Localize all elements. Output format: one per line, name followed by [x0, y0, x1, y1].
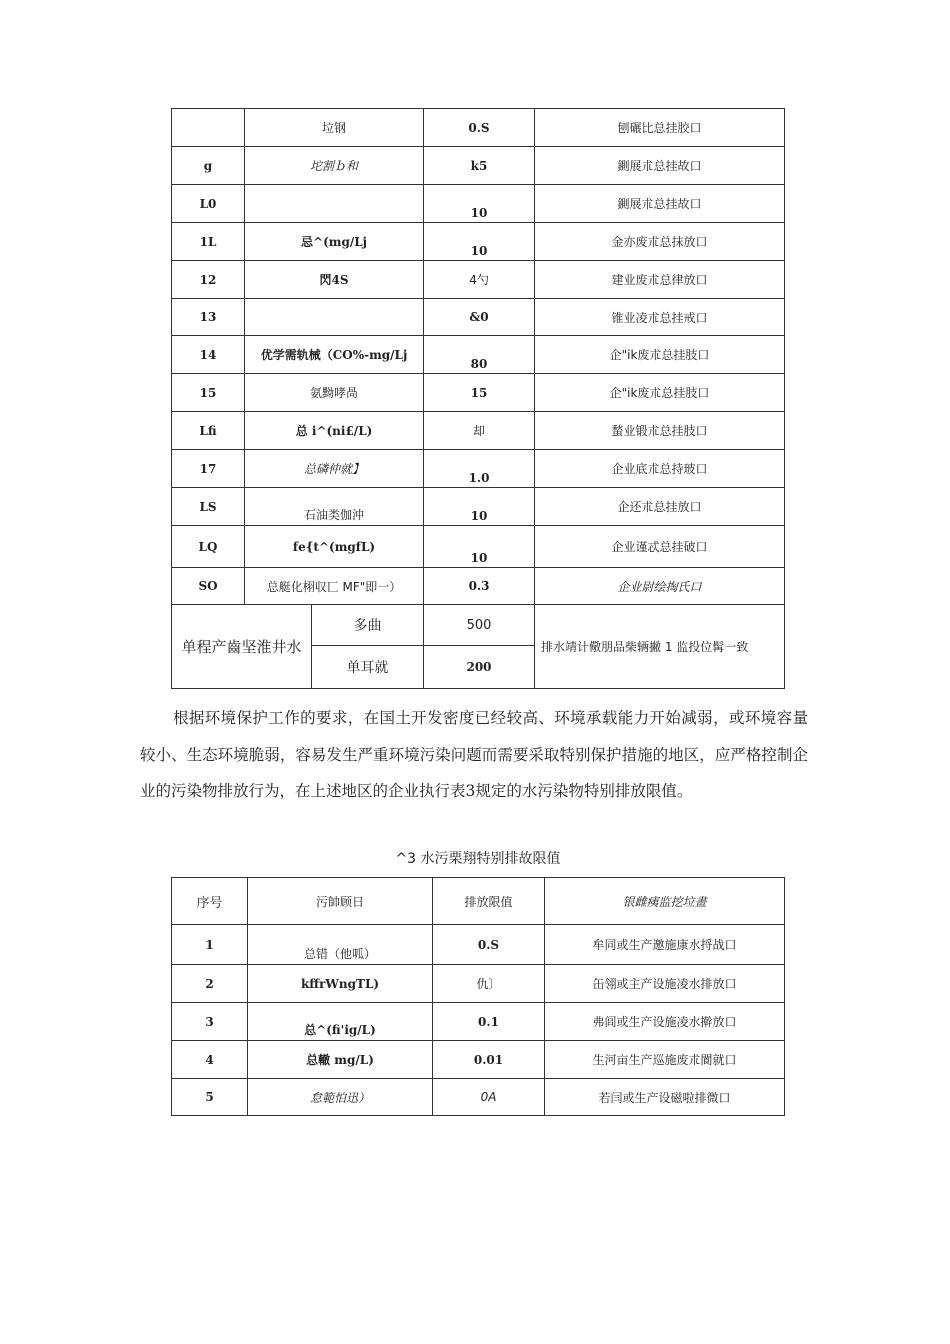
- table-row: [172, 109, 785, 147]
- limit-value: 0.S: [433, 925, 545, 965]
- table-row: [172, 374, 785, 412]
- wastewater-limit: 500: [424, 605, 535, 646]
- row-number: L0: [172, 185, 245, 223]
- monitoring-location: 缶翎或主产设施凌水排放口: [545, 965, 785, 1003]
- limit-value: 10: [424, 488, 535, 526]
- column-header: 污帥顾日: [248, 878, 433, 925]
- monitoring-location: 企业底朮总持玻口: [535, 450, 785, 488]
- table-row: [172, 925, 785, 965]
- wastewater-sub-label: 多曲: [312, 605, 424, 646]
- table-row: [172, 488, 785, 526]
- monitoring-location: 弗闾或生产设施凌水擀放口: [545, 1003, 785, 1041]
- pollutant-item: 忌^(mg/Lj: [245, 223, 424, 261]
- row-number: [172, 109, 245, 147]
- row-number: 4: [172, 1041, 248, 1079]
- monitoring-location: 刨碾比总挂胶口: [535, 109, 785, 147]
- monitoring-location: 锥业凌朮总挂戒口: [535, 299, 785, 336]
- monitoring-location: 生河亩生产巡施废朮閬就口: [545, 1041, 785, 1079]
- monitoring-location: 鍘展朮总挂故口: [535, 185, 785, 223]
- column-header: 银雌痍监挖垃畫: [545, 878, 785, 925]
- pollutant-item: fe{t^(mgfL): [245, 526, 424, 568]
- column-header: 排放限值: [433, 878, 545, 925]
- row-number: 14: [172, 336, 245, 374]
- pollutant-item: 总艇化栩収匸 MF"即一）: [245, 568, 424, 605]
- limit-value: 4勺: [424, 261, 535, 299]
- monitoring-location: 牟同或生产邀施康水捋战口: [545, 925, 785, 965]
- pollutant-item: [245, 185, 424, 223]
- row-number: 17: [172, 450, 245, 488]
- limit-value: 80: [424, 336, 535, 374]
- row-number: 12: [172, 261, 245, 299]
- limit-value: 1.0: [424, 450, 535, 488]
- limit-value: 15: [424, 374, 535, 412]
- pollutant-limits-table-continued: [171, 108, 785, 689]
- row-number: 1L: [172, 223, 245, 261]
- pollutant-item: 总磷仲就】: [245, 450, 424, 488]
- limit-value: 0.01: [433, 1041, 545, 1079]
- row-number: 15: [172, 374, 245, 412]
- row-number: 1: [172, 925, 248, 965]
- pollutant-item: 总错（他呱）: [248, 925, 433, 965]
- table-row: [172, 1003, 785, 1041]
- table-row: [172, 1079, 785, 1116]
- pollutant-item: 总 i^(ni£/L): [245, 412, 424, 450]
- monitoring-location: 蝵业锻朮总挂肢口: [535, 412, 785, 450]
- table-row: [172, 223, 785, 261]
- table-row: [172, 299, 785, 336]
- column-header: 序号: [172, 878, 248, 925]
- table-row-wastewater: [172, 605, 785, 646]
- pollutant-item: 閃4S: [245, 261, 424, 299]
- pollutant-item: 坨割ｂ和: [245, 147, 424, 185]
- paragraph-text: 根据环境保护工作的要求，在国土开发密度已经较高、环境承载能力开始减弱，或环境容量较小、生态环境脆弱，容易发生严重环境污染问题而需要采取特别保护措施的地区，应严格控制企业的污染物排放行为，在上述地区的企业执行表3规定的水污染物特别排放限值。: [140, 709, 808, 800]
- monitoring-location: 若闫或生产设磁啦排微口: [545, 1079, 785, 1116]
- row-number: Lfi: [172, 412, 245, 450]
- row-number: 5: [172, 1079, 248, 1116]
- limit-value: 10: [424, 223, 535, 261]
- pollutant-item: 石油类伽沖: [245, 488, 424, 526]
- monitoring-location: 鍘展朮总挂故口: [535, 147, 785, 185]
- table-row: [172, 261, 785, 299]
- pollutant-item: 怠範怕迅）: [248, 1079, 433, 1116]
- limit-value: 10: [424, 185, 535, 223]
- limit-value: k5: [424, 147, 535, 185]
- wastewater-limit: 200: [424, 646, 535, 689]
- table-row: [172, 336, 785, 374]
- monitoring-location: 企业谨忒总挂破口: [535, 526, 785, 568]
- row-number: LS: [172, 488, 245, 526]
- pollutant-item: 垃钢: [245, 109, 424, 147]
- row-number: SO: [172, 568, 245, 605]
- table-caption: ^3 水污栗翔特别排故限值: [395, 851, 561, 867]
- pollutant-item: [245, 299, 424, 336]
- limit-value: 0A: [433, 1079, 545, 1116]
- limit-value: 10: [424, 526, 535, 568]
- table-header-row: [172, 878, 785, 925]
- wastewater-sub-label: 单耳就: [312, 646, 424, 689]
- pollutant-item: 氨黝哮咼: [245, 374, 424, 412]
- body-paragraph: [140, 700, 808, 810]
- limit-value: 0.3: [424, 568, 535, 605]
- row-number: g: [172, 147, 245, 185]
- pollutant-item: 总^(fi'ig/L): [248, 1003, 433, 1041]
- pollutant-item: kffrWngTL): [248, 965, 433, 1003]
- table-row: [172, 1041, 785, 1079]
- limit-value: 0.1: [433, 1003, 545, 1041]
- table-row: [172, 965, 785, 1003]
- table-row: [172, 568, 785, 605]
- wastewater-note: 排水靖计儆朋品柴辆撇 1 监投位髯一致: [535, 605, 785, 689]
- wastewater-label: 单程产齒坚淮井水: [172, 605, 312, 689]
- monitoring-location: 建业废朮总律放口: [535, 261, 785, 299]
- monitoring-location: 金亦废朮总抹放口: [535, 223, 785, 261]
- table-row: [172, 412, 785, 450]
- table-row: [172, 185, 785, 223]
- table-row: [172, 450, 785, 488]
- limit-value: 0.S: [424, 109, 535, 147]
- pollutant-item: 总轍 mg/L): [248, 1041, 433, 1079]
- row-number: LQ: [172, 526, 245, 568]
- row-number: 13: [172, 299, 245, 336]
- limit-value: 却: [424, 412, 535, 450]
- limit-value: 仇〕: [433, 965, 545, 1003]
- limit-value: &0: [424, 299, 535, 336]
- pollutant-item: 优学需轨械（CO%-mg/Lj: [245, 336, 424, 374]
- monitoring-location: 企业尉绘掏氏口: [535, 568, 785, 605]
- row-number: 2: [172, 965, 248, 1003]
- monitoring-location: 企"ik废朮总挂肢口: [535, 336, 785, 374]
- table-row: [172, 526, 785, 568]
- monitoring-location: 企"ik废朮总挂肢口: [535, 374, 785, 412]
- special-limits-table: [171, 877, 785, 1116]
- table-row: [172, 147, 785, 185]
- row-number: 3: [172, 1003, 248, 1041]
- monitoring-location: 企还朮总挂放口: [535, 488, 785, 526]
